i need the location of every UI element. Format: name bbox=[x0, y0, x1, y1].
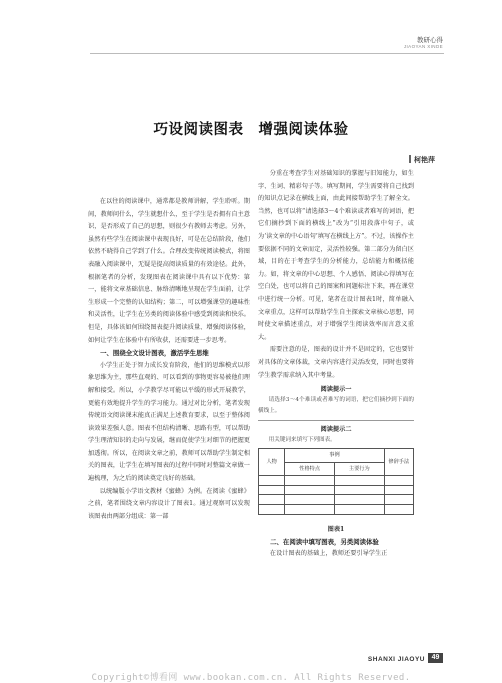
section2-paragraph-1: 在设计图表的基础上，教师还要引导学生正 bbox=[269, 550, 388, 558]
section1-paragraph-1: 小学生正处于智力成长发育阶段，他们的思维模式以形象思维为主，那些直观的、可以看到的事物更容易被他们理解和接受。所以，小学教学尽可能以平缓的形式开展教学，更能有效地提升学生的学习能力。通过对比分析，笔者发现传统语文阅读课末能真正满足上述教育要求，以至于整体阅读效果差强人意。图表不但结构清晰、思路有型，可以帮助学生理清知识的走向与发展，继而促使学生对细节的把握更加透彻。所以，在阅读文章之前，教师可以帮助学生制定相关的图表，让学生在填写图表的过程中同时对整篇文章做一遍梳理，为之后的阅读奠定良好的基础。 bbox=[88, 361, 250, 483]
hint-divider bbox=[258, 420, 414, 421]
table-row bbox=[259, 476, 414, 486]
section-header: 教研心得 bbox=[417, 36, 443, 44]
hint1-title: 阅读提示一 bbox=[320, 386, 352, 394]
table-row bbox=[259, 505, 414, 515]
hint1-text: 请选择3～4个难读或者难写的词语，把它们摘抄到下面的横线上。 bbox=[258, 397, 414, 415]
section-header-en: JIAOYAN XINDE bbox=[403, 44, 443, 49]
article-title: 巧设阅读图表 增强阅读体验 bbox=[153, 121, 349, 138]
table-header-row bbox=[259, 449, 414, 463]
reading-table bbox=[258, 448, 414, 515]
left-column bbox=[88, 196, 250, 523]
table-row bbox=[259, 495, 414, 505]
table-header-event: 事例 bbox=[285, 449, 384, 463]
section1-heading: 一、围绕全文设计图表，激活学生思维 bbox=[100, 349, 209, 358]
author-line bbox=[409, 155, 435, 165]
figure-caption: 图表1 bbox=[327, 525, 345, 533]
author-name: 柯艳萍 bbox=[414, 155, 435, 164]
hint2-title: 阅读提示二 bbox=[320, 426, 352, 434]
section2-heading: 二、在阅读中填写图表，另类阅读体验 bbox=[270, 537, 379, 546]
table-header-role: 人物 bbox=[259, 449, 285, 476]
right-paragraph-2: 需要注意的是，图表的设计并不是固定的，它也要针对具体的文章体裁，文章内容进行灵活改变，同时也要将学生教学需求纳入其中考量。 bbox=[258, 346, 414, 379]
section1-paragraph-2: 以统编版小学语文教材《蜜蜂》为例。在阅读《蜜蜂》之前，笔者围绕文章内容设计了图表1。通过观察可以发现该图表由两部分组成：第一部 bbox=[88, 487, 250, 520]
right-paragraph-1: 分重在考查学生对基础知识的掌握与旧知能力，如生字、生词、精彩句子等。填写期间，学生需要将自己找到的知识点记录在横线上面，由此间接帮助学生了解全文。当然，也可以将“请选择3～4个难读或者难写的词语，把它们摘抄到下面的横线上”改为“引用段落中句子，或为‘读文章的中心语句’填写在横线上方”。不过，该操作主要依据不同的文章而定，灵活性较强。第二部分为留白区域，目的在于考查学生的分析能力，总结能力和概括能力。如，将文章的中心思想、个人感悟、阅读心得填写在空白处，也可以将自己的图案和问题标注下来，再在课堂中进行统一分析。可见，笔者在设计图表1时，简单融入文章重点，这样可以帮助学生自主探索文章核心思想，同时使文章描述重点，对于增强学生阅读效率而言意义重大。 bbox=[258, 170, 414, 341]
table-header-method: 修辞手法 bbox=[384, 449, 413, 476]
right-column bbox=[258, 168, 414, 561]
header-rule bbox=[90, 53, 444, 54]
hint2-text: 用关键词来填写下列图表。 bbox=[268, 437, 336, 444]
page-number: 49 bbox=[428, 653, 443, 663]
journal-name: SHANXI JIAOYU bbox=[367, 656, 425, 663]
table-header-main: 主要行为 bbox=[334, 462, 384, 476]
intro-paragraph: 在以往的阅读课中，通常都是教师讲解，学生聆听。期间，教师问什么，学生就想什么，至于学生是否拥有自主意识，是否形成了自己的思想，则很少有教师去考虑。另外，虽然有些学生在阅读课中表现良好，可是在总结阶段，他们依然不晓得自己学到了什么。合理改变传统阅读模式，将图表融入阅读课中，无疑是提高阅读质量的有效途径。此外，根据笔者的分析，发现图表在阅读课中具有以下优势：第一，能将文章基础信息、脉络清晰地呈现在学生面前，让学生形成一个完整的认知结构；第二，可以增强课堂的趣味性和灵活性，让学生在另类的阅读体验中感受到阅读和快乐。但是，具体该如何围绕图表提升阅读质量、增强阅读体验，如何让学生在体验中有所收获，还需要进一步思考。 bbox=[88, 198, 250, 344]
table-header-feature: 性格特点 bbox=[285, 462, 335, 476]
author-bar-mark bbox=[409, 155, 411, 163]
copyright-watermark: Copyright©博看网 www.bookan.com.cn. All Rights Reserved. bbox=[91, 673, 411, 683]
table-row bbox=[259, 485, 414, 495]
